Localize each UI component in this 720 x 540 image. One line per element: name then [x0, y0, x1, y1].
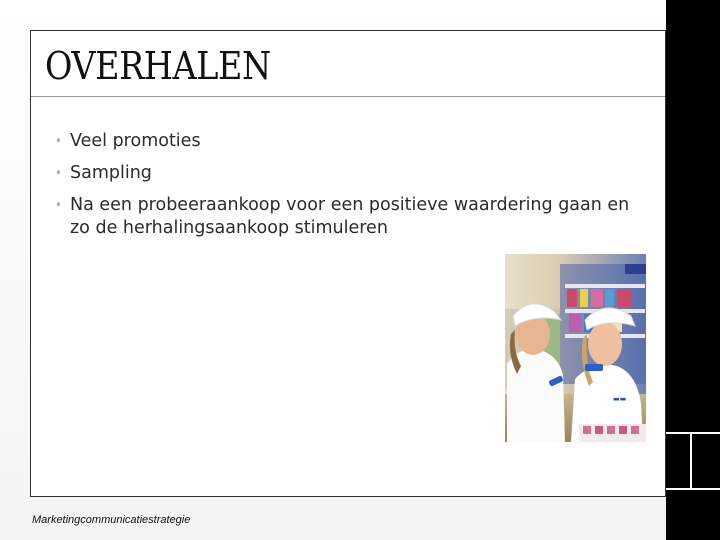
bullet-icon: •: [55, 198, 63, 212]
accent-divider: [690, 432, 692, 490]
accent-divider: [666, 488, 720, 490]
accent-divider: [666, 432, 720, 434]
bullet-text: Sampling: [70, 163, 152, 183]
right-accent-bar: [666, 0, 720, 540]
bullet-item: [55, 162, 635, 185]
slide-title: OVERHALEN: [45, 44, 271, 88]
bullet-icon: •: [55, 166, 63, 180]
shirt-logo-graphic: ▬▬: [613, 395, 627, 403]
title-divider: [31, 96, 665, 97]
bullet-item: [55, 194, 635, 240]
sampling-table: [579, 424, 646, 442]
bullet-text: Veel promoties: [70, 131, 201, 151]
bullet-icon: •: [55, 134, 63, 148]
bullet-list: [55, 130, 635, 249]
bullet-item: [55, 130, 635, 153]
sampling-promoters-photo: [505, 254, 646, 442]
footer-text: Marketingcommunicatiestrategie: [32, 514, 191, 526]
bullet-text: Na een probeeraankoop voor een positieve waardering gaan en zo de herhalingsaankoop stimuleren: [70, 195, 630, 238]
